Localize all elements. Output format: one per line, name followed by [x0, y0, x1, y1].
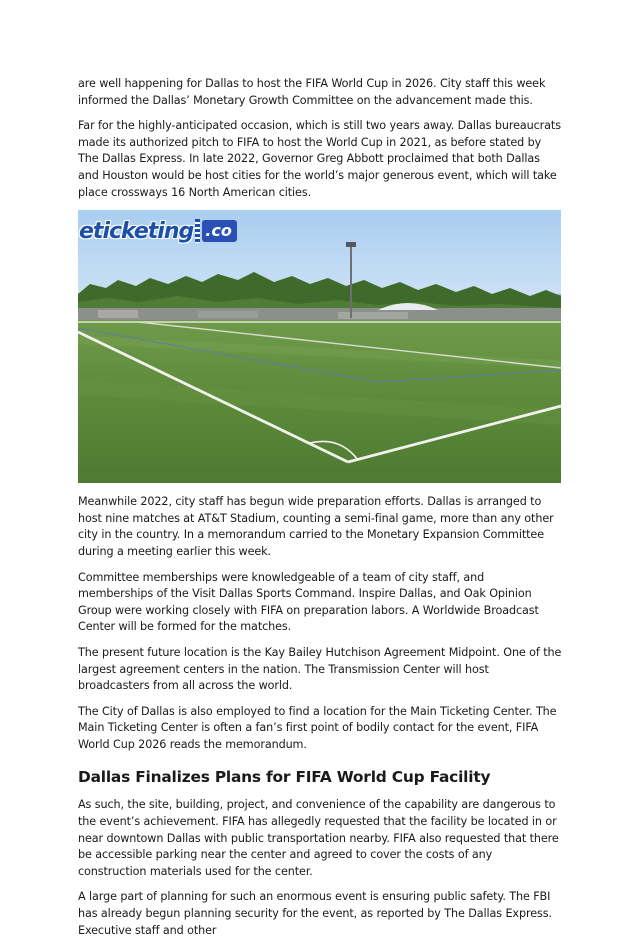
paragraph: are well happening for Dallas to host the FIFA World Cup in 2026. City staff this week informed the Dallas’ Monetary Growth Committee on the advancement made this. — [78, 77, 546, 107]
paragraph: Far for the highly-anticipated occasion, which is still two years away. Dallas bureaucrats made its authorized pitch to FIFA to host the World Cup in 2021, as before stated by The Dallas Express. In late 2022, Governor Greg Abbott proclaimed that both Dallas and Houston would be host cities for the world’s major generous event, which will take place crossways 16 North American cities. — [78, 119, 561, 199]
eticketing-logo — [79, 216, 237, 246]
soccer-field-photo — [78, 210, 561, 483]
paragraph: A large part of planning for such an enormous event is ensuring public safety. The FBI has already begun planning security for the event, as reported by The Dallas Express. Executive staff and other — [78, 890, 552, 937]
paragraph: The City of Dallas is also employed to find a location for the Main Ticketing Center. The Main Ticketing Center is often a fan’s first point of bodily contact for the event, FIFA World Cup 2026 reads the memorandum. — [78, 704, 557, 751]
logo-domain: .co — [202, 220, 237, 242]
paragraph: Committee memberships were knowledgeable of a team of city staff, and memberships of the Visit Dallas Sports Command. Inspire Dallas, and Oak Opinion Group were working closely with FIFA on preparation labors. A Worldwide Broadcast Center will be formed for the matches. — [78, 570, 539, 634]
document-page — [78, 76, 562, 948]
paragraph: Meanwhile 2022, city staff has begun wide preparation efforts. Dallas is arranged to host nine matches at AT&T Stadium, counting a semi-final game, more than any other city in the country. In a memorandum carried to the Monetary Expansion Committee during a meeting earlier this week. — [78, 495, 554, 558]
paragraph: The present future location is the Kay Bailey Hutchison Agreement Midpoint. One of the largest agreement centers in the nation. The Transmission Center will host broadcasters from all across the world. — [78, 645, 562, 693]
ticket-icon — [195, 219, 200, 243]
soccer-field-illustration — [78, 210, 561, 483]
logo-text: eticketing — [79, 218, 194, 244]
paragraph: As such, the site, building, project, and convenience of the capability are dangerous to the event’s achievement. FIFA has allegedly requested that the facility be located in or near downtown Dallas with public transportation nearby. FIFA also requested that there be accessible parking near the center and agreed to cover the costs of any construction materials used for the center. — [78, 798, 559, 878]
section-heading: Dallas Finalizes Plans for FIFA World Cup Facility — [78, 768, 491, 787]
